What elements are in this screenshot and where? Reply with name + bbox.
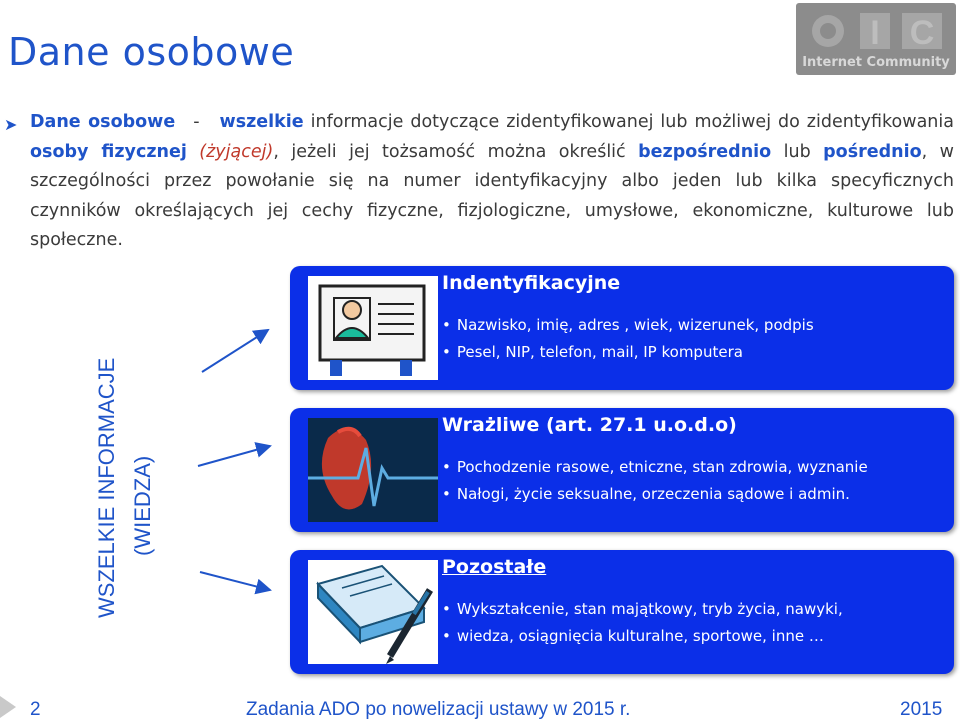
intro-text-3: lub bbox=[771, 141, 824, 162]
category-box-other bbox=[290, 550, 954, 674]
box-heading: Wrażliwe (art. 27.1 u.o.d.o) bbox=[442, 414, 737, 436]
box-list bbox=[442, 312, 814, 365]
side-label-line1: WSZELKIE INFORMACJE bbox=[94, 357, 119, 618]
arrow-3-icon bbox=[200, 572, 270, 590]
term-zyjacej: (żyjącej) bbox=[199, 141, 274, 162]
logo-letter: C bbox=[909, 14, 935, 52]
checkbook-pen-icon bbox=[308, 560, 438, 664]
term-posrednio: pośrednio bbox=[823, 141, 922, 162]
logo bbox=[796, 3, 956, 75]
definition-paragraph bbox=[4, 108, 954, 256]
term-wszelkie: wszelkie bbox=[219, 112, 304, 132]
page-title: Dane osobowe bbox=[8, 30, 295, 74]
logo-text: Internet Community bbox=[802, 55, 950, 70]
category-box-sensitive bbox=[290, 408, 954, 532]
arrow-1-icon bbox=[202, 330, 268, 372]
arrow-bullet-icon: ➤ bbox=[4, 115, 18, 134]
term-osoby-fizycznej: osoby fizycznej bbox=[30, 141, 187, 162]
logo-mark-icon bbox=[804, 9, 948, 53]
list-item: • Nazwisko, imię, adres , wiek, wizerunek, podpis bbox=[442, 312, 814, 339]
intro-text-4: , w szczególności przez powołanie się na numer identyfikacyjny albo jeden lub kilka specyficznych czynników określających jej cechy fizyczne, fizjologiczne, umysłowe, ekonomiczne, kulturowe lub społeczne. bbox=[30, 141, 954, 250]
list-item: • Nałogi, życie seksualne, orzeczenia sądowe i admin. bbox=[442, 481, 868, 508]
arrows bbox=[190, 300, 290, 620]
footer-triangle-icon bbox=[0, 696, 16, 718]
heart-ecg-icon bbox=[308, 418, 438, 522]
footer-text: Zadania ADO po nowelizacji ustawy w 2015 r. bbox=[246, 699, 631, 720]
term-dane-osobowe: Dane osobowe bbox=[30, 112, 176, 132]
box-list bbox=[442, 596, 843, 649]
side-label bbox=[60, 300, 160, 620]
box-list bbox=[442, 454, 868, 507]
dash: - bbox=[193, 112, 200, 132]
term-bezposrednio: bezpośrednio bbox=[638, 141, 772, 162]
id-card-icon bbox=[308, 276, 438, 380]
category-box-identification bbox=[290, 266, 954, 390]
logo-letter: I bbox=[870, 14, 880, 52]
list-item: • wiedza, osiągnięcia kulturalne, sportowe, inne … bbox=[442, 623, 843, 650]
footer-year: 2015 bbox=[900, 699, 943, 720]
side-label-line2: (WIEDZA) bbox=[130, 455, 155, 556]
intro-text-1: informacje dotyczące zidentyfikowanej lub możliwej do zidentyfikowania bbox=[303, 112, 954, 132]
arrow-2-icon bbox=[198, 446, 270, 466]
box-heading: Indentyfikacyjne bbox=[442, 272, 621, 294]
page-number: 2 bbox=[30, 699, 41, 720]
list-item: • Wykształcenie, stan majątkowy, tryb życia, nawyki, bbox=[442, 596, 843, 623]
list-item: • Pochodzenie rasowe, etniczne, stan zdrowia, wyznanie bbox=[442, 454, 868, 481]
list-item: • Pesel, NIP, telefon, mail, IP komputera bbox=[442, 339, 814, 366]
box-heading: Pozostałe bbox=[442, 556, 547, 578]
intro-text-2: , jeżeli jej tożsamość można określić bbox=[273, 141, 639, 162]
